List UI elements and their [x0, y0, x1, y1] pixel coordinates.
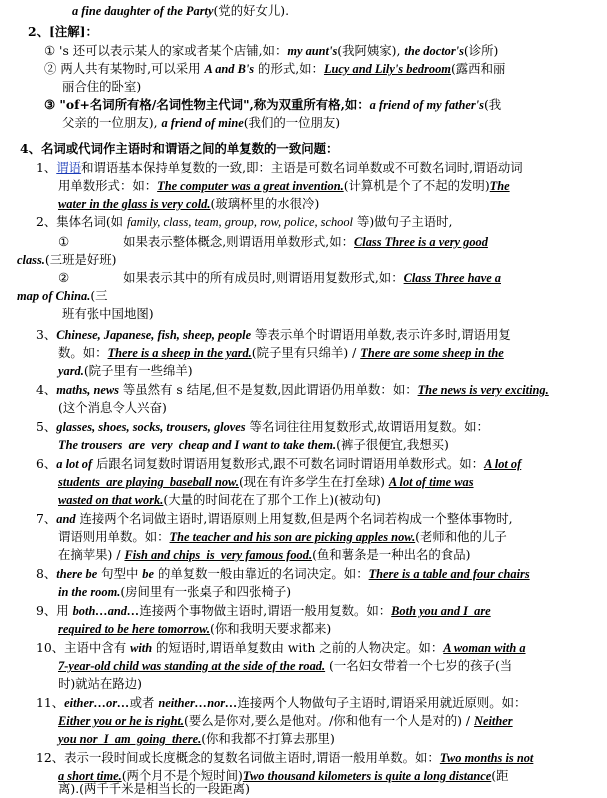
text-line [36, 694, 526, 713]
english-phrase: A and B's [204, 62, 255, 76]
english-phrase: either…or… [64, 696, 130, 710]
english-example: wasted on that work. [58, 493, 164, 507]
chinese-note: 在摘苹果) / [58, 547, 125, 562]
rule-text: 后跟名词复数时谓语用复数形式,跟不可数名词时谓语用单数形式。如： [92, 456, 485, 471]
rule-text: 数。如： [58, 345, 108, 360]
item-number: 11、 [36, 695, 65, 710]
english-phrase: maths, news [56, 383, 119, 397]
text-line [58, 730, 335, 749]
item-number: 9、用 [36, 603, 73, 618]
english-example: The trousers are very cheap and I want to take them. [58, 438, 337, 452]
english-example: Neither [474, 714, 513, 728]
text-line [58, 399, 167, 417]
chinese-note: (计算机是个了不起的发明) [343, 178, 490, 193]
item-number: 4、 [36, 382, 57, 397]
english-phrase: Chinese, Japanese, fish, sheep, people [56, 328, 252, 342]
english-example: water in the glass is very cold. [58, 197, 211, 211]
text-line [36, 381, 549, 400]
item-number: 3、 [36, 327, 57, 342]
note-heading-text: 2、[注解]： [28, 24, 98, 39]
chinese-note: (三班是好班) [44, 252, 117, 267]
text-line [58, 675, 142, 693]
rule-text: 连接两个名词做主语时,谓语原则上用复数,但是两个名词若构成一个整体事物时, [75, 511, 513, 526]
english-example: required to be here tomorrow. [58, 622, 211, 636]
section-heading [20, 140, 338, 158]
text-line [58, 233, 488, 252]
text-line [58, 583, 291, 602]
text-line [58, 344, 504, 363]
english-phrase: a fine daughter of the Party [72, 4, 214, 18]
text-line [58, 620, 331, 639]
text-line [36, 639, 526, 658]
chinese-note: (房间里有一张桌子和四张椅子) [120, 584, 292, 599]
rule-text: 等名词往往用复数形式,故谓语用复数。如： [245, 419, 489, 434]
text-line [58, 712, 513, 731]
text-line [58, 177, 510, 196]
english-example: A lot of time was [388, 475, 474, 489]
chinese-note: (这个消息令人兴奋) [58, 400, 167, 415]
item-number: 7、 [36, 511, 57, 526]
text-line [58, 528, 507, 547]
rule-text: 如果表示其中的所有成员时,则谓语用复数形式,如： [123, 270, 404, 285]
text-line [36, 326, 511, 345]
circled-number: ② [58, 270, 70, 285]
english-example: yard. [58, 364, 84, 378]
english-example: students are playing baseball now. [58, 475, 239, 489]
english-example: Both you and I are [391, 604, 491, 618]
text-line [58, 491, 381, 510]
item-number: 1、 [36, 160, 57, 175]
chinese-note: (玻璃杯里的水很冷) [210, 196, 320, 211]
text-line [17, 287, 108, 306]
chinese-note: (距 [491, 768, 509, 783]
text-line [58, 657, 512, 676]
circled-number: ① [58, 234, 70, 249]
chinese-note: 班有张中国地图) [62, 306, 154, 321]
chinese-note: (裤子很便宜,我想买) [336, 437, 449, 452]
english-example: Class Three have a [403, 271, 501, 285]
text-line [44, 96, 501, 115]
english-example: 7-year-old child was standing at the side of the road. [58, 659, 326, 673]
note-item-text: ③ "of+名词所有格/名词性物主代词",称为双重所有格,如： [44, 97, 370, 112]
chinese-note: (党的好女儿). [213, 3, 290, 18]
rule-text: 如果表示整体概念,则谓语用单数形式,如： [123, 234, 355, 249]
keyword-link[interactable]: 谓语 [56, 160, 82, 175]
text-line [36, 749, 533, 768]
chinese-note: (露西和丽 [450, 61, 506, 76]
chinese-note: (我 [483, 97, 502, 112]
english-example: There is a sheep in the yard. [107, 346, 252, 360]
chinese-note: (老师和他的儿子 [415, 529, 507, 544]
chinese-note: (鱼和薯条是一种出名的食品) [312, 547, 471, 562]
english-example: map of China. [17, 289, 91, 303]
english-example: The news is very exciting. [417, 383, 549, 397]
chinese-note: 离).(两千千米是相当长的一段距离) [58, 781, 250, 796]
english-example: in the room. [58, 585, 121, 599]
text-line [58, 473, 474, 492]
rule-text: 连接两个事物做主语时,谓语一般用复数。如： [139, 603, 392, 618]
text-line [58, 269, 501, 288]
english-example: class. [17, 253, 45, 267]
text-line [36, 602, 491, 621]
english-example: Two months is not [439, 751, 534, 765]
text-line [58, 436, 449, 455]
english-phrase: with [130, 641, 153, 655]
english-example: Lucy and Lily's bedroom [323, 62, 451, 76]
english-example: you nor I am going there. [58, 732, 202, 746]
english-phrase: there be [56, 567, 98, 581]
english-phrase: the doctor's [404, 44, 464, 58]
text-line [36, 510, 513, 529]
english-example: Either you or he is right. [58, 714, 184, 728]
chinese-note: (你和我都不打算去那里) [201, 731, 335, 746]
english-phrase: glasses, shoes, socks, trousers, gloves [56, 420, 246, 434]
text-line [44, 60, 505, 79]
rule-text: 等虽然有 s 结尾,但不是复数,因此谓语仍用单数：如： [118, 382, 418, 397]
english-example: a friend of mine [161, 116, 244, 130]
note-item-text: ② 两人共有某物时,可以采用 [44, 61, 205, 76]
english-example: The teacher and his son are picking apples now. [169, 530, 416, 544]
english-example: The [489, 179, 510, 193]
rule-text: 12、表示一段时间或长度概念的复数名词做主语时,谓语一般用单数。如： [36, 750, 440, 765]
chinese-note: (要么是你对,要么是他对。/你和他有一个人是对的) / [184, 713, 475, 728]
text-line [36, 455, 521, 474]
item-number: 10、主语中含有 [36, 640, 131, 655]
rule-text: 的单复数一般由靠近的名词决定。如： [154, 566, 369, 581]
chinese-note: 的形式,如： [254, 61, 324, 76]
note-heading [28, 23, 98, 41]
chinese-note: (我们的一位朋友) [243, 115, 341, 130]
english-example: There are some sheep in the [360, 346, 504, 360]
english-phrase: a lot of [56, 457, 93, 471]
english-example: a friend of my father's [369, 98, 484, 112]
english-example: Class Three is a very good [354, 235, 488, 249]
chinese-note: 时)就站在路边) [58, 676, 143, 691]
text-line [36, 213, 452, 232]
rule-text: 句型中 [97, 566, 143, 581]
text-line [62, 78, 141, 96]
english-phrase: both…and… [72, 604, 140, 618]
rule-text: 的短语时,谓语单复数由 with 之前的人物决定。如： [152, 640, 444, 655]
section-heading-text: 4、名词或代词作主语时和谓语之间的单复数的一致问题： [20, 141, 339, 156]
text-line [36, 565, 530, 584]
text-line [72, 2, 289, 21]
chinese-note: 父亲的一位朋友), [62, 115, 162, 130]
rule-text: 连接两个人物做句子主语时,谓语采用就近原则。如： [237, 695, 527, 710]
english-phrase: neither…nor… [158, 696, 238, 710]
text-line [17, 251, 117, 270]
rule-text: 或者 [129, 695, 159, 710]
text-line [58, 362, 193, 381]
chinese-note: (两个月不是个短时间) [121, 768, 243, 783]
rule-text: 等表示单个时谓语用单数,表示许多时,谓语用复 [251, 327, 511, 342]
english-example: The computer was a great invention. [157, 179, 344, 193]
item-number: 5、 [36, 419, 57, 434]
text-line [62, 114, 340, 133]
text-line [58, 546, 470, 565]
rule-text: 用单数形式：如： [58, 178, 158, 193]
chinese-note: (我阿姨家), [337, 43, 405, 58]
item-number: 6、 [36, 456, 57, 471]
english-example: Two thousand kilometers is quite a long distance [242, 769, 492, 783]
text-line [36, 159, 523, 177]
chinese-note: (你和我明天要求都来) [210, 621, 332, 636]
text-line [58, 195, 319, 214]
rule-text: 谓语则用单数。如： [58, 529, 170, 544]
chinese-note: (现在有许多学生在打垒球) [238, 474, 389, 489]
chinese-note: 丽合住的卧室) [62, 79, 142, 94]
english-example: Fish and chips is very famous food. [124, 548, 313, 562]
chinese-note: (院子里有只绵羊) / [251, 345, 361, 360]
chinese-note: (一名妇女带着一个七岁的孩子(当 [325, 658, 513, 673]
rule-text: 2、集体名词(如 [36, 214, 127, 229]
english-example: A woman with a [443, 641, 526, 655]
chinese-note: (院子里有一些绵羊) [83, 363, 193, 378]
english-example: A lot of [484, 457, 522, 471]
text-line [62, 305, 154, 323]
chinese-note: (大量的时间花在了那个工作上)(被动句) [163, 492, 381, 507]
english-phrase: family, class, team, group, row, police, school [127, 215, 353, 229]
item-number: 8、 [36, 566, 57, 581]
rule-text: 等)做句子主语时, [353, 214, 453, 229]
chinese-note: (诊所) [463, 43, 499, 58]
text-line [36, 418, 489, 437]
english-phrase: be [142, 567, 154, 581]
english-phrase: my aunt's [287, 44, 338, 58]
rule-text: 和谓语基本保持单复数的一致,即：主语是可数名词单数或不可数名词时,谓语动词 [81, 160, 523, 175]
note-item-text: ① 's 还可以表示某人的家或者某个店铺,如： [44, 43, 288, 58]
english-example: a short time. [58, 769, 122, 783]
english-example: There is a table and four chairs [368, 567, 530, 581]
english-phrase: and [56, 512, 76, 526]
chinese-note: (三 [90, 288, 108, 303]
text-line [44, 42, 498, 61]
